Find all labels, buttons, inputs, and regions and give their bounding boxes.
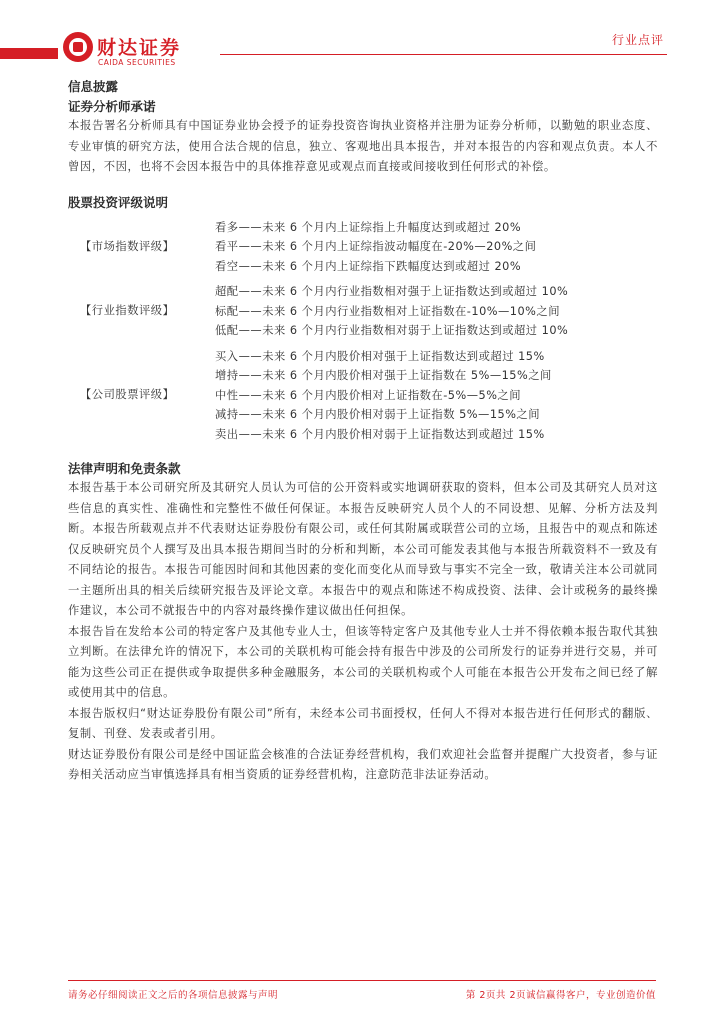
- rating-item: 看空——未来 6 个月内上证综指下跌幅度达到或超过 20%: [215, 259, 522, 273]
- rating-group-label: 【市场指数评级】: [80, 239, 175, 253]
- rating-item: 卖出——未来 6 个月内股价相对弱于上证指数达到或超过 15%: [215, 427, 545, 441]
- legal-paragraph: 本报告版权归“财达证券股份有限公司”所有，未经本公司书面授权，任何人不得对本报告进行任何形式的翻版、复制、刊登、发表或者引用。: [68, 706, 658, 740]
- rating-group-label: 【公司股票评级】: [80, 387, 175, 401]
- rating-explanation-title: 股票投资评级说明: [68, 194, 169, 210]
- rating-table: [68, 218, 658, 445]
- header-divider: [220, 54, 667, 55]
- logo-emblem-icon: [63, 32, 93, 62]
- analyst-commitment-text: 本报告署名分析师具有中国证券业协会授予的证券投资咨询执业资格并注册为证券分析师，以勤勉的职业态度、专业审慎的研究方法，使用合法合规的信息，独立、客观地出具本报告，并对本报告的内容和观点负责。本人不曾因，不因，也将不会因本报告中的具体推荐意见或观点而直接或间接收到任何形式的补偿。: [68, 119, 658, 173]
- footer-divider: [68, 980, 656, 981]
- rating-item: 标配——未来 6 个月内行业指数相对上证指数在-10%—10%之间: [215, 304, 560, 318]
- legal-paragraph: 本报告旨在发给本公司的特定客户及其他专业人士，但该等特定客户及其他专业人士并不得依赖本报告取代其独立判断。在法律允许的情况下，本公司的关联机构可能会持有报告中涉及的公司所发行的证券并进行交易，并可能为这些公司正在提供或争取提供多种金融服务，本公司的关联机构或个人可能在本报告公开发布之间已经了解或使用其中的信息。: [68, 624, 658, 699]
- rating-item: 低配——未来 6 个月内行业指数相对弱于上证指数达到或超过 10%: [215, 324, 569, 337]
- legal-paragraph: 本报告基于本公司研究所及其研究人员认为可信的公开资料或实地调研获取的资料，但本公司及其研究人员对这些信息的真实性、准确性和完整性不做任何保证。本报告反映研究人员个人的不同设想、见解、分析方法及判断。本报告所载观点并不代表财达证券股份有限公司，或任何其附属或联营公司的立场，且报告中的观点和陈述仅反映研究员个人撰写及出具本报告期间当时的分析和判断，本公司可能发表其他与本报告所载资料不一致及有不同结论的报告。本报告可能因时间和其他因素的变化而变化从而导致与事实不完全一致，敬请关注本公司就同一主题所出具的相关后续研究报告及评论文章。本报告中的观点和陈述不构成投资、法律、会计或税务的最终操作建议，本公司不就报告中的内容对最终操作建议做出任何担保。: [68, 481, 658, 617]
- rating-group-stock: [68, 347, 658, 445]
- header-red-stripe: [0, 48, 58, 59]
- footer-page-slogan: 第 2页共 2页诚信赢得客户，专业创造价值: [465, 990, 656, 1001]
- disclosure-title: 信息披露: [68, 79, 119, 94]
- rating-item: 看多——未来 6 个月内上证综指上升幅度达到或超过 20%: [215, 220, 522, 234]
- rating-item: 中性——未来 6 个月内股价相对上证指数在-5%—5%之间: [215, 388, 522, 402]
- document-type: 行业点评: [611, 33, 664, 47]
- rating-group-market: [68, 218, 658, 277]
- logo-name-en: CAIDA SECURITIES: [98, 58, 176, 67]
- rating-item: 看平——未来 6 个月内上证综指波动幅度在-20%—20%之间: [215, 240, 537, 253]
- rating-group-industry: [68, 282, 658, 341]
- footer-disclaimer-note: 请务必仔细阅读正文之后的各项信息披露与声明: [68, 990, 279, 1001]
- rating-item: 增持——未来 6 个月内股价相对强于上证指数在 5%—15%之间: [215, 369, 552, 382]
- logo-name-cn: 财达证券: [97, 37, 182, 59]
- company-logo: [63, 32, 193, 72]
- legal-paragraph: 财达证券股份有限公司是经中国证监会核准的合法证券经营机构，我们欢迎社会监督并提醒广大投资者，参与证券相关活动应当审慎选择具有相当资质的证券经营机构，注意防范非法证券活动。: [68, 747, 658, 781]
- analyst-commitment-title: 证券分析师承诺: [68, 99, 156, 114]
- rating-item: 买入——未来 6 个月内股价相对强于上证指数达到或超过 15%: [215, 349, 545, 363]
- page-content: [68, 78, 658, 786]
- rating-item: 超配——未来 6 个月内行业指数相对强于上证指数达到或超过 10%: [215, 285, 569, 298]
- rating-group-label: 【行业指数评级】: [80, 304, 175, 317]
- rating-item: 减持——未来 6 个月内股价相对弱于上证指数 5%—15%之间: [215, 408, 541, 421]
- legal-disclaimer-title: 法律声明和免责条款: [68, 461, 181, 476]
